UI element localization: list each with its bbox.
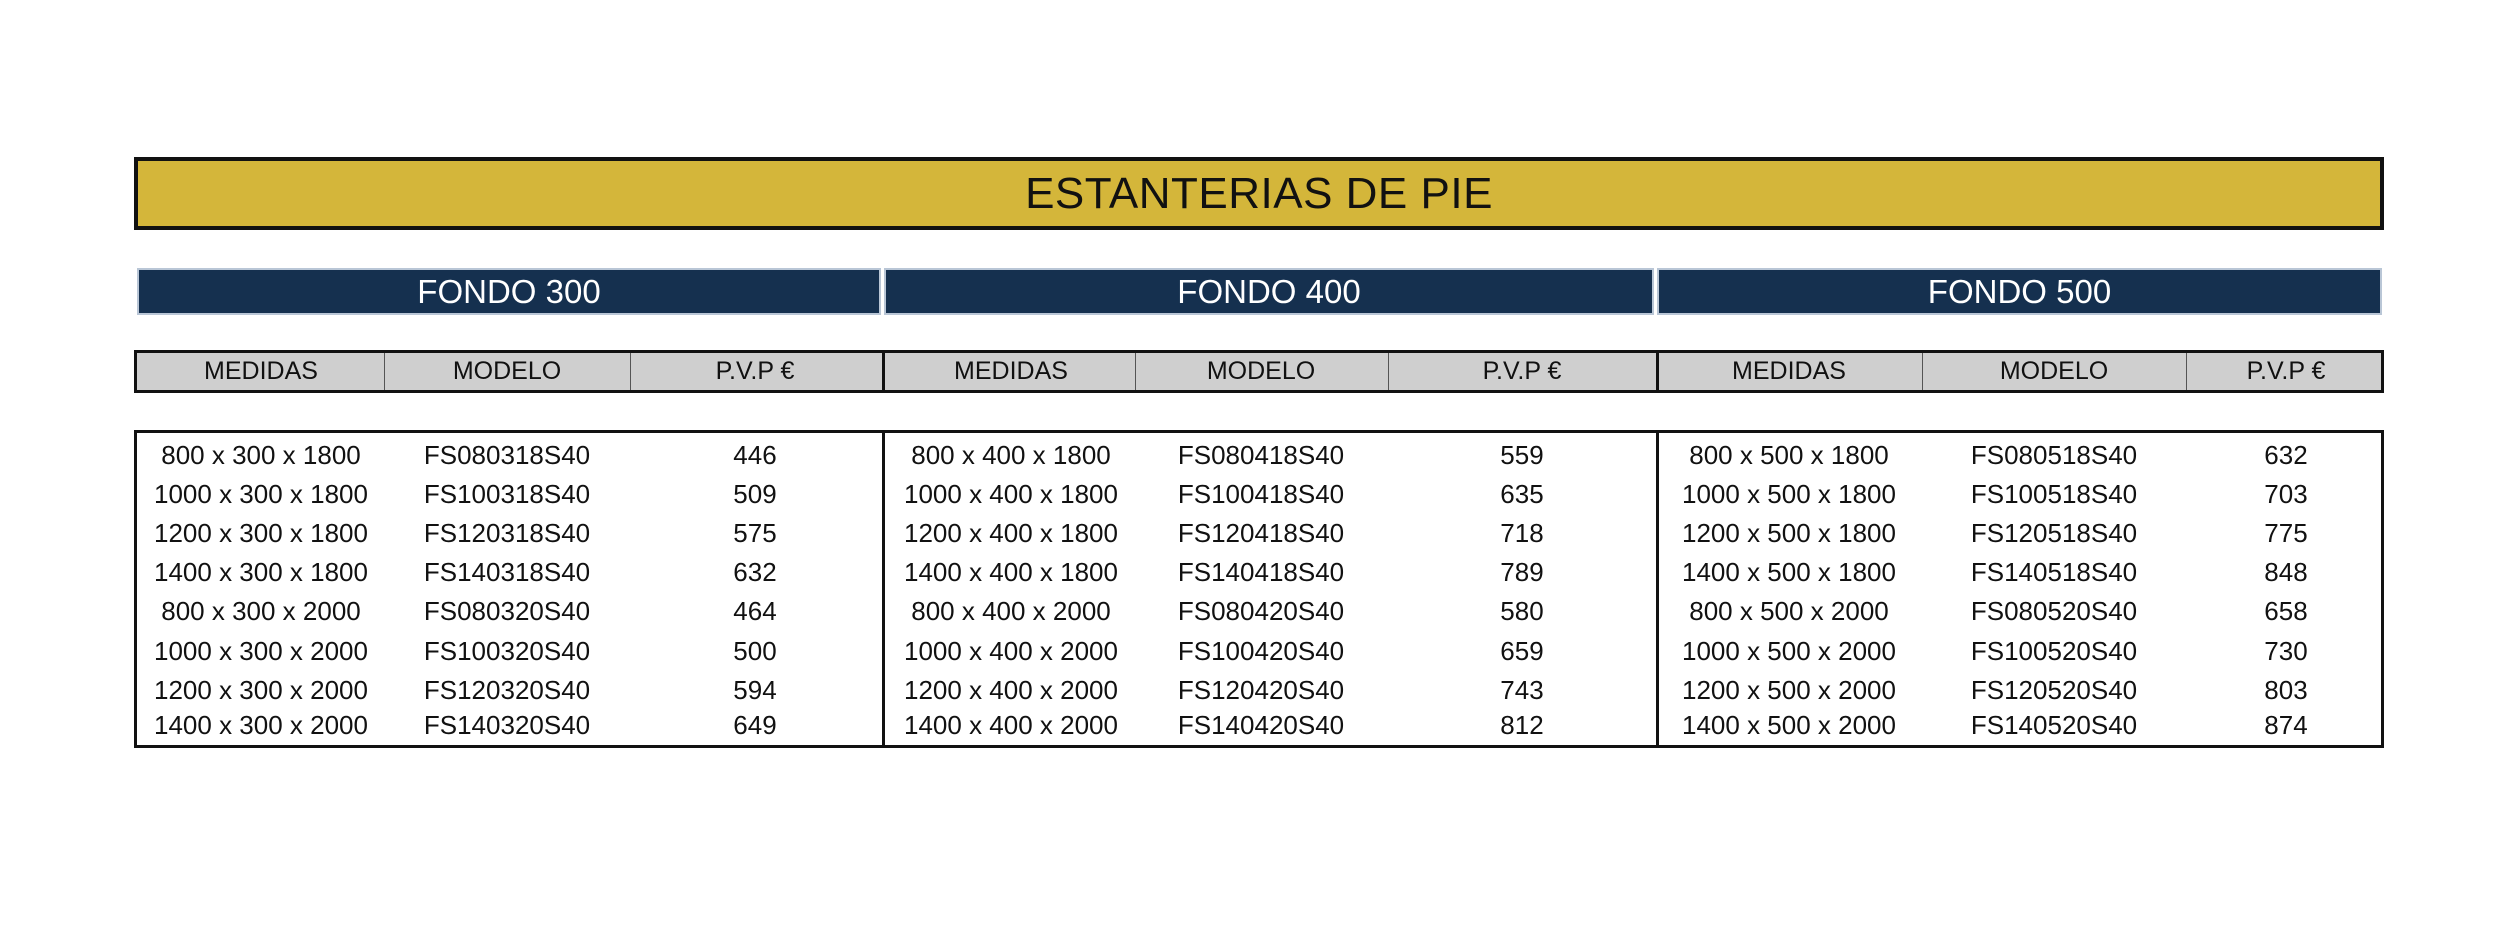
cell-pvp: 580	[1500, 596, 1544, 626]
cell-modelo: FS120320S40	[423, 675, 591, 705]
cell-pvp: 658	[2264, 596, 2308, 626]
cell-modelo: FS080518S40	[1970, 440, 2138, 470]
cell-medidas: 800 x 300 x 1800	[161, 440, 361, 470]
column-header: P.V.P €	[2246, 357, 2326, 385]
price-table	[134, 430, 2384, 748]
cell-pvp: 789	[1500, 557, 1544, 587]
cell-modelo: FS080420S40	[1177, 596, 1345, 626]
cell-medidas: 800 x 400 x 2000	[911, 596, 1111, 626]
cell-pvp: 635	[1500, 479, 1544, 509]
cell-pvp: 509	[733, 479, 777, 509]
cell-pvp: 575	[733, 518, 777, 548]
cell-pvp: 743	[1500, 675, 1544, 705]
column-header: MEDIDAS	[954, 357, 1068, 385]
cell-medidas: 1200 x 400 x 2000	[904, 675, 1118, 705]
cell-modelo: FS120518S40	[1970, 518, 2138, 548]
cell-medidas: 1000 x 300 x 1800	[154, 479, 368, 509]
cell-medidas: 1400 x 400 x 2000	[904, 710, 1118, 740]
cell-pvp: 500	[733, 636, 777, 666]
cell-medidas: 800 x 300 x 2000	[161, 596, 361, 626]
column-header: MODELO	[1999, 357, 2109, 385]
cell-modelo: FS100520S40	[1970, 636, 2138, 666]
cell-modelo: FS140520S40	[1970, 710, 2138, 740]
cell-modelo: FS120318S40	[423, 518, 591, 548]
cell-modelo: FS140518S40	[1970, 557, 2138, 587]
cell-modelo: FS120420S40	[1177, 675, 1345, 705]
cell-medidas: 1000 x 400 x 1800	[904, 479, 1118, 509]
cell-medidas: 1400 x 300 x 1800	[154, 557, 368, 587]
cell-medidas: 1200 x 500 x 2000	[1682, 675, 1896, 705]
cell-pvp: 559	[1500, 440, 1544, 470]
column-header: MEDIDAS	[1732, 357, 1846, 385]
cell-medidas: 1200 x 500 x 1800	[1682, 518, 1896, 548]
cell-medidas: 1000 x 400 x 2000	[904, 636, 1118, 666]
cell-medidas: 1200 x 300 x 1800	[154, 518, 368, 548]
cell-modelo: FS100320S40	[423, 636, 591, 666]
cell-medidas: 1400 x 500 x 2000	[1682, 710, 1896, 740]
cell-modelo: FS080520S40	[1970, 596, 2138, 626]
column-header: MODELO	[1206, 357, 1316, 385]
cell-pvp: 703	[2264, 479, 2308, 509]
cell-pvp: 632	[2264, 440, 2308, 470]
column-header: P.V.P €	[1482, 357, 1562, 385]
cell-pvp: 649	[733, 710, 777, 740]
column-header: P.V.P €	[715, 357, 795, 385]
cell-pvp: 803	[2264, 675, 2308, 705]
cell-pvp: 812	[1500, 710, 1544, 740]
cell-medidas: 800 x 400 x 1800	[911, 440, 1111, 470]
cell-pvp: 730	[2264, 636, 2308, 666]
column-header-row	[134, 350, 2384, 393]
cell-medidas: 800 x 500 x 2000	[1689, 596, 1889, 626]
cell-medidas: 800 x 500 x 1800	[1689, 440, 1889, 470]
cell-modelo: FS140320S40	[423, 710, 591, 740]
cell-medidas: 1000 x 500 x 2000	[1682, 636, 1896, 666]
cell-pvp: 874	[2264, 710, 2308, 740]
cell-medidas: 1200 x 300 x 2000	[154, 675, 368, 705]
cell-modelo: FS100420S40	[1177, 636, 1345, 666]
section-header-fondo-400: FONDO 400	[884, 268, 1654, 315]
cell-modelo: FS140318S40	[423, 557, 591, 587]
cell-medidas: 1000 x 300 x 2000	[154, 636, 368, 666]
cell-modelo: FS140418S40	[1177, 557, 1345, 587]
section-header-fondo-500: FONDO 500	[1657, 268, 2382, 315]
cell-pvp: 594	[733, 675, 777, 705]
cell-medidas: 1400 x 500 x 1800	[1682, 557, 1896, 587]
cell-modelo: FS080418S40	[1177, 440, 1345, 470]
page-title: ESTANTERIAS DE PIE	[134, 157, 2384, 230]
cell-modelo: FS120520S40	[1970, 675, 2138, 705]
cell-medidas: 1400 x 300 x 2000	[154, 710, 368, 740]
cell-pvp: 718	[1500, 518, 1544, 548]
cell-modelo: FS120418S40	[1177, 518, 1345, 548]
cell-modelo: FS100318S40	[423, 479, 591, 509]
section-header-fondo-300: FONDO 300	[137, 268, 881, 315]
cell-modelo: FS100518S40	[1970, 479, 2138, 509]
cell-medidas: 1200 x 400 x 1800	[904, 518, 1118, 548]
cell-modelo: FS100418S40	[1177, 479, 1345, 509]
cell-pvp: 464	[733, 596, 777, 626]
column-header: MEDIDAS	[204, 357, 318, 385]
cell-pvp: 848	[2264, 557, 2308, 587]
cell-pvp: 775	[2264, 518, 2308, 548]
cell-medidas: 1400 x 400 x 1800	[904, 557, 1118, 587]
cell-pvp: 659	[1500, 636, 1544, 666]
cell-pvp: 632	[733, 557, 777, 587]
cell-modelo: FS140420S40	[1177, 710, 1345, 740]
cell-modelo: FS080320S40	[423, 596, 591, 626]
column-header: MODELO	[452, 357, 562, 385]
cell-medidas: 1000 x 500 x 1800	[1682, 479, 1896, 509]
cell-modelo: FS080318S40	[423, 440, 591, 470]
cell-pvp: 446	[733, 440, 777, 470]
